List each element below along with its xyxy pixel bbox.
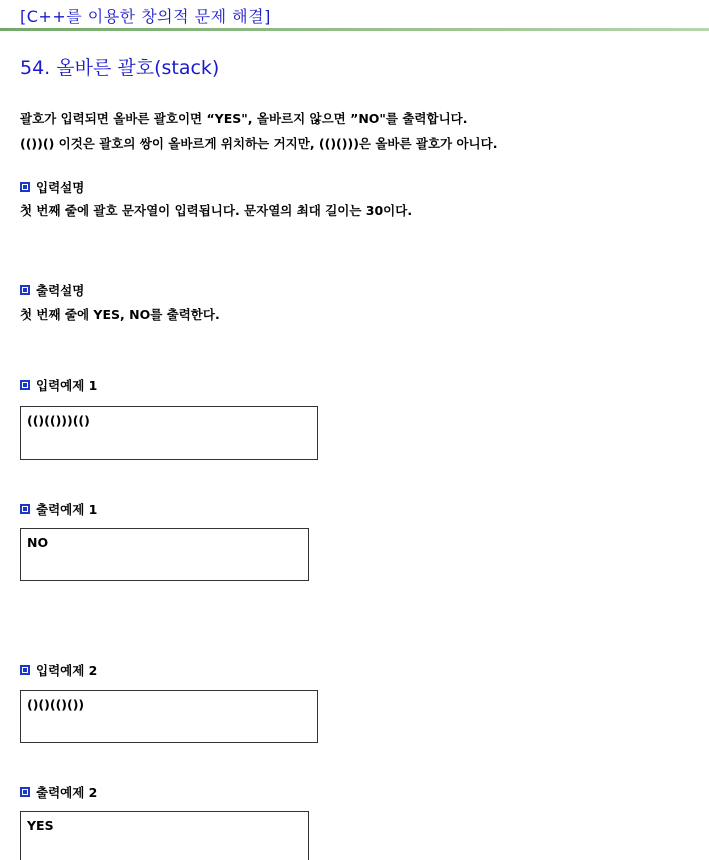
example-1-output-heading <box>20 500 97 518</box>
example-1-output-heading-text: 출력예제 1 <box>36 502 98 517</box>
example-2-input-heading-text: 입력예제 2 <box>36 663 98 678</box>
example-2-output-box: YES <box>20 811 309 860</box>
square-bullet-icon <box>20 380 30 390</box>
square-bullet-icon <box>20 285 30 295</box>
header-title: [C++를 이용한 창의적 문제 해결] <box>20 7 271 26</box>
example-1-input-heading-text: 입력예제 1 <box>36 378 98 393</box>
page-header <box>0 0 709 30</box>
example-1-output-box: NO <box>20 528 309 581</box>
example-2-output-heading-text: 출력예제 2 <box>36 785 98 800</box>
input-spec-heading <box>20 178 84 196</box>
example-2-output-heading <box>20 783 97 801</box>
example-1-input-heading <box>20 376 97 394</box>
header-divider <box>0 28 709 31</box>
example-2-input-box: ()()(()()) <box>20 690 318 743</box>
square-bullet-icon <box>20 665 30 675</box>
square-bullet-icon <box>20 504 30 514</box>
output-spec-heading-text: 출력설명 <box>36 283 85 298</box>
example-1-input-box: (()(()))(() <box>20 406 318 460</box>
square-bullet-icon <box>20 182 30 192</box>
problem-title: 54. 올바른 괄호(stack) <box>20 57 220 79</box>
example-2-input-heading <box>20 661 97 679</box>
description-line-1: 괄호가 입력되면 올바른 괄호이면 “YES", 올바르지 않으면 ”NO"를 출력합니다. <box>20 111 468 126</box>
output-spec-text: 첫 번째 줄에 YES, NO를 출력한다. <box>20 307 220 322</box>
description-line-2: (())() 이것은 괄호의 쌍이 올바르게 위치하는 거지만, (()()))은 올바른 괄호가 아니다. <box>20 136 498 151</box>
input-spec-heading-text: 입력설명 <box>36 180 85 195</box>
square-bullet-icon <box>20 787 30 797</box>
input-spec-text: 첫 번째 줄에 괄호 문자열이 입력됩니다. 문자열의 최대 길이는 30이다. <box>20 203 413 218</box>
output-spec-heading <box>20 281 84 299</box>
